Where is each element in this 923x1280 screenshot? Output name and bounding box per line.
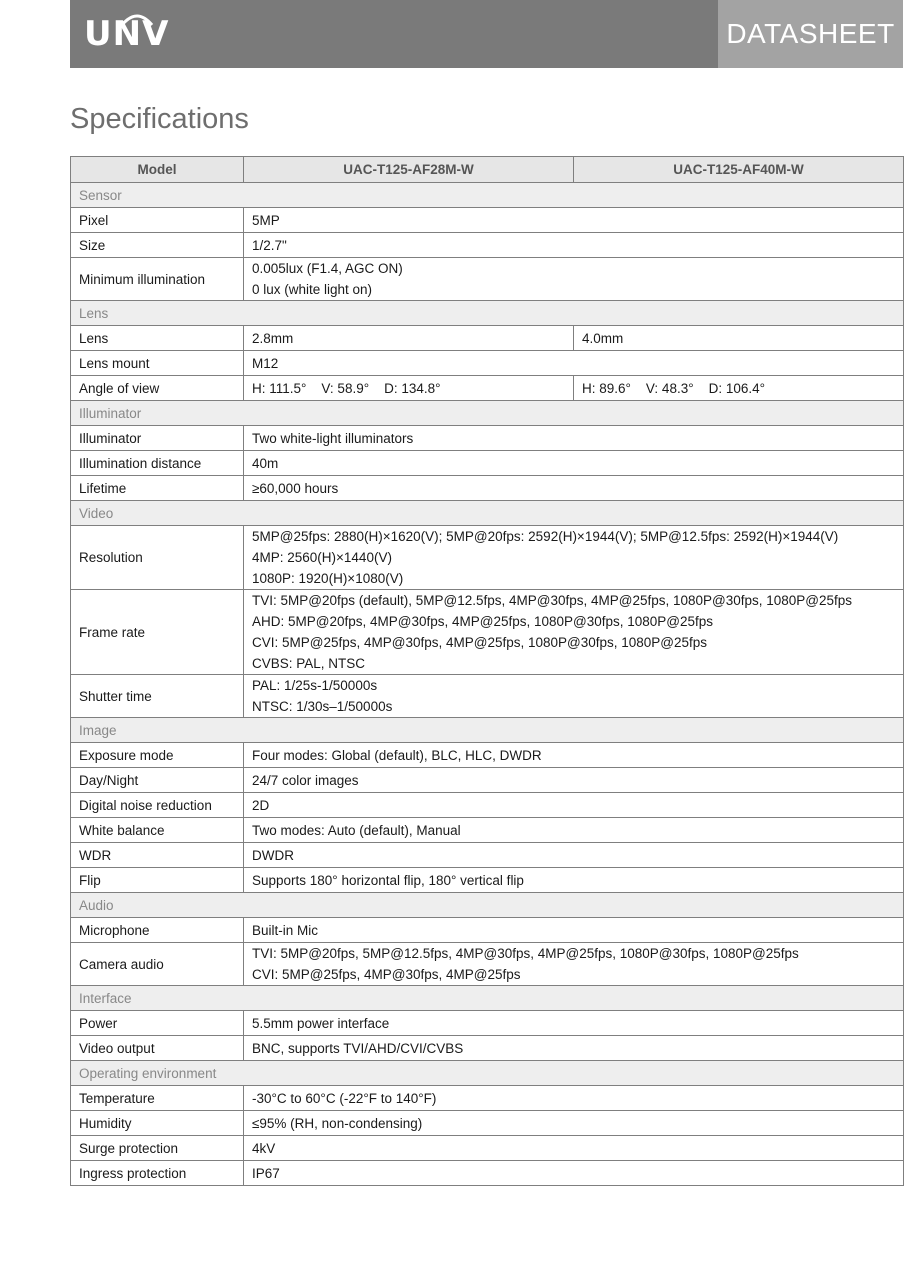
section-operating-environment: Operating environment xyxy=(71,1061,904,1086)
value-line: CVI: 5MP@25fps, 4MP@30fps, 4MP@25fps xyxy=(252,967,521,982)
row-label: Ingress protection xyxy=(71,1161,244,1186)
row-label: Power xyxy=(71,1011,244,1036)
section-video: Video xyxy=(71,501,904,526)
table-row xyxy=(71,233,904,258)
table-row xyxy=(71,943,904,986)
row-label: Exposure mode xyxy=(71,743,244,768)
row-label: Illuminator xyxy=(71,426,244,451)
row-value: Four modes: Global (default), BLC, HLC, DWDR xyxy=(244,743,904,768)
table-row xyxy=(71,208,904,233)
table-row xyxy=(71,768,904,793)
value-line: 0.005lux (F1.4, AGC ON) xyxy=(252,261,403,276)
value-line: AHD: 5MP@20fps, 4MP@30fps, 4MP@25fps, 1080P@30fps, 1080P@25fps xyxy=(252,614,714,629)
row-label: Humidity xyxy=(71,1111,244,1136)
table-row xyxy=(71,1136,904,1161)
row-value: ≤95% (RH, non-condensing) xyxy=(244,1111,904,1136)
row-value: 5MP xyxy=(244,208,904,233)
row-label: Camera audio xyxy=(71,943,244,986)
value-line: 5MP@25fps: 2880(H)×1620(V); 5MP@20fps: 2592(H)×1944(V); 5MP@12.5fps: 2592(H)×1944(V) xyxy=(252,529,839,544)
row-value-1: 2.8mm xyxy=(244,326,574,351)
table-row xyxy=(71,1086,904,1111)
row-label: Day/Night xyxy=(71,768,244,793)
table-row xyxy=(71,258,904,301)
value-line: CVBS: PAL, NTSC xyxy=(252,656,366,671)
value-line: TVI: 5MP@20fps (default), 5MP@12.5fps, 4MP@30fps, 4MP@25fps, 1080P@30fps, 1080P@25fps xyxy=(252,593,853,608)
value-line: 4MP: 2560(H)×1440(V) xyxy=(252,550,392,565)
table-row xyxy=(71,1161,904,1186)
row-value: Two modes: Auto (default), Manual xyxy=(244,818,904,843)
row-label: Frame rate xyxy=(71,590,244,675)
table-row xyxy=(71,843,904,868)
row-value xyxy=(244,590,904,675)
unv-logo xyxy=(70,0,169,68)
row-label: Lens xyxy=(71,326,244,351)
table-row xyxy=(71,590,904,675)
row-value: M12 xyxy=(244,351,904,376)
row-value: BNC, supports TVI/AHD/CVI/CVBS xyxy=(244,1036,904,1061)
row-value-2: 4.0mm xyxy=(574,326,904,351)
table-row xyxy=(71,376,904,401)
row-value: 2D xyxy=(244,793,904,818)
table-row xyxy=(71,326,904,351)
table-row xyxy=(71,1111,904,1136)
row-label: White balance xyxy=(71,818,244,843)
section-image: Image xyxy=(71,718,904,743)
table-row xyxy=(71,476,904,501)
row-value-2: H: 89.6° V: 48.3° D: 106.4° xyxy=(574,376,904,401)
row-value: 1/2.7" xyxy=(244,233,904,258)
table-row xyxy=(71,818,904,843)
header-model-1: UAC-T125-AF28M-W xyxy=(244,157,574,183)
table-row xyxy=(71,351,904,376)
row-label: Microphone xyxy=(71,918,244,943)
table-row xyxy=(71,526,904,590)
row-value xyxy=(244,675,904,718)
header-model-2: UAC-T125-AF40M-W xyxy=(574,157,904,183)
row-label: Lifetime xyxy=(71,476,244,501)
table-row xyxy=(71,1011,904,1036)
logo-text: UNV xyxy=(84,14,170,54)
table-row xyxy=(71,675,904,718)
row-value: Two white-light illuminators xyxy=(244,426,904,451)
row-label: Pixel xyxy=(71,208,244,233)
logo-arc-icon xyxy=(120,10,154,26)
value-line: 0 lux (white light on) xyxy=(252,282,373,297)
row-value-1: H: 111.5° V: 58.9° D: 134.8° xyxy=(244,376,574,401)
row-label: Digital noise reduction xyxy=(71,793,244,818)
row-value xyxy=(244,526,904,590)
header-bar xyxy=(70,0,903,68)
table-row xyxy=(71,868,904,893)
row-label: Minimum illumination xyxy=(71,258,244,301)
value-line: NTSC: 1/30s–1/50000s xyxy=(252,699,393,714)
row-value: ≥60,000 hours xyxy=(244,476,904,501)
page-title: Specifications xyxy=(70,103,249,135)
datasheet-badge: DATASHEET xyxy=(718,0,903,68)
value-line: PAL: 1/25s-1/50000s xyxy=(252,678,378,693)
section-lens: Lens xyxy=(71,301,904,326)
row-label: Angle of view xyxy=(71,376,244,401)
value-line: TVI: 5MP@20fps, 5MP@12.5fps, 4MP@30fps, 4MP@25fps, 1080P@30fps, 1080P@25fps xyxy=(252,946,799,961)
row-value: Supports 180° horizontal flip, 180° vertical flip xyxy=(244,868,904,893)
value-line: 1080P: 1920(H)×1080(V) xyxy=(252,571,404,586)
row-label: Surge protection xyxy=(71,1136,244,1161)
row-label: Resolution xyxy=(71,526,244,590)
row-value xyxy=(244,258,904,301)
row-value: 4kV xyxy=(244,1136,904,1161)
row-value xyxy=(244,943,904,986)
row-label: Shutter time xyxy=(71,675,244,718)
row-label: Size xyxy=(71,233,244,258)
row-value: 40m xyxy=(244,451,904,476)
row-value: -30°C to 60°C (-22°F to 140°F) xyxy=(244,1086,904,1111)
row-label: WDR xyxy=(71,843,244,868)
header-model: Model xyxy=(71,157,244,183)
table-row xyxy=(71,426,904,451)
row-label: Video output xyxy=(71,1036,244,1061)
row-value: Built-in Mic xyxy=(244,918,904,943)
row-value: 5.5mm power interface xyxy=(244,1011,904,1036)
row-label: Illumination distance xyxy=(71,451,244,476)
table-header-row xyxy=(71,157,904,183)
specifications-table xyxy=(70,156,904,1186)
table-row xyxy=(71,451,904,476)
row-value: 24/7 color images xyxy=(244,768,904,793)
row-value: IP67 xyxy=(244,1161,904,1186)
table-row xyxy=(71,918,904,943)
row-label: Flip xyxy=(71,868,244,893)
table-row xyxy=(71,793,904,818)
section-illuminator: Illuminator xyxy=(71,401,904,426)
value-line: CVI: 5MP@25fps, 4MP@30fps, 4MP@25fps, 1080P@30fps, 1080P@25fps xyxy=(252,635,708,650)
row-label: Lens mount xyxy=(71,351,244,376)
row-label: Temperature xyxy=(71,1086,244,1111)
section-audio: Audio xyxy=(71,893,904,918)
table-row xyxy=(71,743,904,768)
row-value: DWDR xyxy=(244,843,904,868)
section-sensor: Sensor xyxy=(71,183,904,208)
table-row xyxy=(71,1036,904,1061)
section-interface: Interface xyxy=(71,986,904,1011)
